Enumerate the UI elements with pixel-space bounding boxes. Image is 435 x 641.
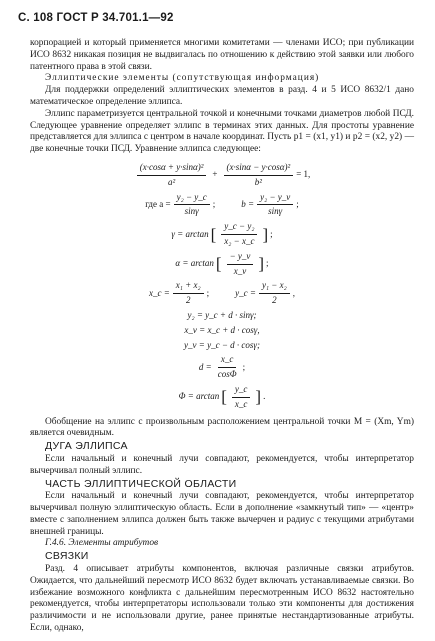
section-heading: Эллиптические элементы (сопутствующая информация) <box>45 73 320 84</box>
paragraph: Если начальный и конечный лучи совпадают, рекомендуется, чтобы интерпретатор вычерчивал полный эллипс. <box>30 453 414 476</box>
paragraph: Для поддержки определений эллиптических элементов в разд. 4 и 5 ИСО 8632/1 дано математическое определение эллипса. <box>30 85 414 107</box>
section-heading: СВЯЗКИ <box>45 550 89 563</box>
formula-alpha: α = arctan [ $\frac{- y\_v}{x\_v}$ ] ; <box>175 250 269 276</box>
formula-line: x_v = x_c + d · cosγ, <box>184 324 260 335</box>
subsection-heading: Г.4.6. Элементы атрибутов <box>45 538 159 549</box>
formula-phi: Φ = arctan [ $\frac{y\_c}{x\_c}$ ] . <box>178 383 266 409</box>
section-heading: ЧАСТЬ ЭЛЛИПТИЧЕСКОЙ ОБЛАСТИ <box>45 477 237 490</box>
fraction-numerator: y_c − y₂ <box>221 221 257 235</box>
formula-block <box>30 162 414 411</box>
formula-label: где a = <box>145 198 171 209</box>
fraction-denominator: x_c <box>234 398 248 409</box>
fraction-denominator: a² <box>167 176 176 187</box>
fraction-denominator: sinγ <box>184 206 199 217</box>
formula-a-b: где a = $\frac{\text{y₂ − y\_c}}{\sin\gamma}$ ; b = $\frac{\text{y₂ − y\_v}}{\sin\gamma}$ ; <box>145 191 299 217</box>
formula-gamma: γ = arctan [ $\frac{\text{y\_c − y₂}}{\text{x₂ − x\_c}}$ ] ; <box>171 221 273 246</box>
fraction-numerator: y₂ − y_v <box>257 192 293 206</box>
fraction-numerator: (x·sinα − y·cosα)² <box>224 162 294 176</box>
formula-d: d = $\frac{x\_c}{\cos\Phi}$ ; <box>198 354 246 380</box>
formula-label: Φ = arctan <box>178 391 220 402</box>
fraction-numerator: y₂ − y_c <box>174 192 210 206</box>
page-body <box>30 38 414 635</box>
page-header: С. 108 ГОСТ Р 34.701.1—92 <box>18 12 174 24</box>
fraction-denominator: 2 <box>185 295 191 306</box>
fraction-denominator: x_v <box>233 265 247 276</box>
fraction-numerator: (x·cosα + y·sinα)² <box>137 162 207 176</box>
fraction-numerator: y₁ − x₂ <box>259 280 290 294</box>
fraction-denominator: 2 <box>272 295 277 306</box>
paragraph: Обобщение на эллипс с произвольным расположением центральной точки M = (Xm, Ym) является очевидным. <box>30 416 414 439</box>
formula-label: γ = arctan <box>171 228 209 239</box>
formula-label: d = <box>198 361 212 372</box>
ellipse-equation: $\frac{\text{(x·cosα + y·sinα)²}}{\text{a²}}$ + $\frac{\text{(x·sinα − y·cosα)²}}{\text{b²}}$ = 1, <box>30 162 414 189</box>
fraction-numerator: x_c <box>218 354 237 368</box>
formula-label: x_c = <box>148 287 170 298</box>
formula-label: b = <box>241 198 255 209</box>
fraction-denominator: cosΦ <box>217 369 237 380</box>
formula-label: y_c = <box>235 287 256 298</box>
fraction-numerator: x₁ + x₂ <box>173 280 204 294</box>
paragraph: корпорацией и который применяется многими комитетами — членами ИСО; при публикации ИСО 8632 никакая позиция не выдвигалась по отношению к действию этой заявки или любого патентного права в этой связи. <box>30 38 414 72</box>
fraction-denominator: x₂ − x_c <box>224 235 255 246</box>
paragraph: Эллипс параметризуется центральной точкой и конечными точками диаметров любой ПСД. Следующее уравнение определяет эллипс в терминах этих данных. Для простоты уравнение представляется для эллипса с центром в начале координат. Пусть p1 = (x1, y1) и p2 = (x2, y2) — две конечные точки ПСД. Уравнение эллипса следующее: <box>30 108 414 155</box>
formula-center: x_c = $\frac{\text{x₁ + x₂}}{2}$ ; y_c = $\frac{\text{y₁ − x₂}}{2}$ , <box>148 280 296 306</box>
paragraph: Если начальный и конечный лучи совпадают, рекомендуется, чтобы интерпретатор вычерчивал полную эллиптическую область. Если в дополнение «замкнутый тип» — «центр» вместе с заполнением эллипса должен быть также вычерчен и радиус с текущими атрибутами внешней границы. <box>30 491 414 537</box>
equation-rhs: = 1, <box>296 169 311 180</box>
fraction-denominator: sinγ <box>268 206 283 217</box>
formula-label: α = arctan <box>175 258 214 269</box>
formula-line: y_v = y_c − d · cosγ; <box>184 339 260 350</box>
section-heading: ДУГА ЭЛЛИПСА <box>45 440 128 453</box>
fraction-numerator: y_c <box>232 384 251 398</box>
fraction-denominator: b² <box>254 176 262 187</box>
formula-line: y₂ = y_c + d · sinγ; <box>187 309 257 320</box>
fraction-numerator: − y_v <box>227 251 254 265</box>
paragraph: Разд. 4 описывает атрибуты компонентов, включая различные связки атрибутов. Ожидается, что дальнейший пересмотр ИСО 8632 будет включать устанавливаемые связки. Во избежание возможного конфликта с дальнейшим пересмотренным ИСО 8632 настоятельно рекомендуется, чтобы интерпретаторы использовали только эти компоненты для достижения различимости и не использовали другие, ранее принятые нестандартизованные атрибуты. Если, однако, <box>30 564 414 634</box>
